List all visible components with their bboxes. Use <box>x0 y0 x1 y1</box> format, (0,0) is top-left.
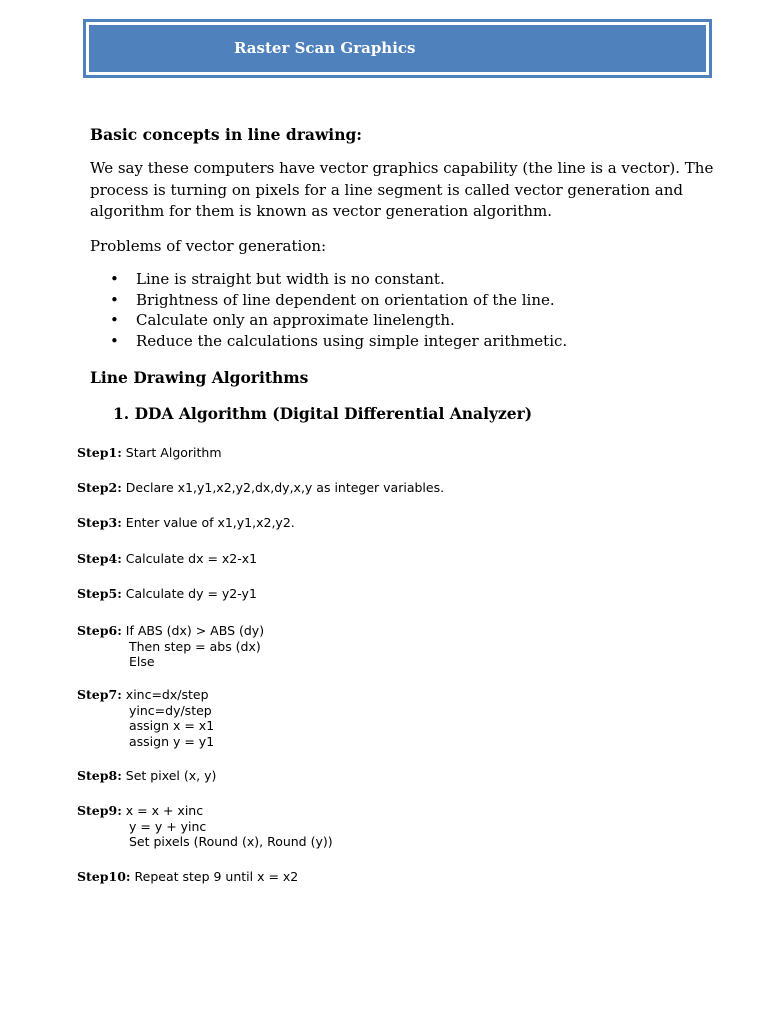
step-label: Step1: <box>77 445 122 460</box>
step-continuation: yinc=dy/step <box>129 702 212 718</box>
algorithm-step <box>77 687 214 749</box>
algorithm-step <box>77 768 216 784</box>
step-label: Step6: <box>77 623 122 638</box>
step-text: Set pixel (x, y) <box>125 768 217 783</box>
problems-label: Problems of vector generation: <box>90 237 327 255</box>
section-heading-basic-concepts: Basic concepts in line drawing: <box>90 125 363 144</box>
step-label: Step10: <box>77 869 131 884</box>
step-text: Enter value of x1,y1,x2,y2. <box>125 515 295 530</box>
bullet-icon: • <box>110 332 119 351</box>
algorithm-step <box>77 869 298 885</box>
algorithm-step <box>77 803 333 850</box>
step-text: xinc=dx/step <box>125 687 209 702</box>
subsection-heading-dda <box>113 404 532 423</box>
subsection-title: DDA Algorithm (Digital Differential Analyzer) <box>134 404 533 423</box>
algorithm-step <box>77 480 444 496</box>
step-continuation: Set pixels (Round (x), Round (y)) <box>129 834 333 849</box>
step-text: Declare x1,y1,x2,y2,dx,dy,x,y as integer variables. <box>125 480 445 495</box>
step-label: Step3: <box>77 515 122 530</box>
list-item-text: Calculate only an approximate linelength. <box>136 311 455 330</box>
step-text: Repeat step 9 until x = x2 <box>134 869 299 884</box>
problems-list <box>90 269 567 352</box>
list-item <box>90 310 567 331</box>
step-text: Calculate dy = y2-y1 <box>125 586 257 601</box>
algorithm-step <box>77 445 222 461</box>
algorithm-step <box>77 586 257 602</box>
step-continuation: Then step = abs (dx) <box>129 638 261 654</box>
step-text: x = x + xinc <box>125 803 204 818</box>
list-item <box>90 269 567 290</box>
step-continuation: assign y = y1 <box>129 733 215 749</box>
step-label: Step7: <box>77 687 122 702</box>
step-label: Step4: <box>77 551 122 566</box>
algorithm-step <box>77 551 257 567</box>
bullet-icon: • <box>110 311 119 330</box>
algorithm-step <box>77 515 295 531</box>
intro-paragraph: We say these computers have vector graphics capability (the line is a vector). The process is turning on pixels for a line segment is called vector generation and algorithm for them is known as vector generation algorithm. <box>90 159 714 220</box>
step-label: Step2: <box>77 480 122 495</box>
list-item-text: Line is straight but width is no constant. <box>136 270 445 288</box>
list-item-text: Reduce the calculations using simple integer arithmetic. <box>136 332 568 351</box>
step-continuation: assign x = x1 <box>129 718 215 733</box>
list-item <box>90 331 567 352</box>
section-heading-line-drawing: Line Drawing Algorithms <box>90 368 309 387</box>
title-banner <box>83 19 712 78</box>
document-title: Raster Scan Graphics <box>234 39 416 57</box>
step-text: Start Algorithm <box>125 445 222 460</box>
step-label: Step5: <box>77 586 122 601</box>
bullet-icon: • <box>110 290 119 309</box>
step-text: Calculate dx = x2-x1 <box>125 551 258 566</box>
step-text: If ABS (dx) > ABS (dy) <box>125 623 265 638</box>
list-item <box>90 290 567 311</box>
step-label: Step9: <box>77 803 122 818</box>
algorithm-step <box>77 623 264 670</box>
bullet-icon: • <box>110 270 119 288</box>
step-label: Step8: <box>77 768 122 783</box>
title-banner-fill <box>88 24 707 73</box>
step-continuation: y = y + yinc <box>129 818 207 834</box>
step-continuation: Else <box>129 654 155 669</box>
subsection-number: 1. <box>113 404 130 423</box>
list-item-text: Brightness of line dependent on orientation of the line. <box>136 290 555 309</box>
